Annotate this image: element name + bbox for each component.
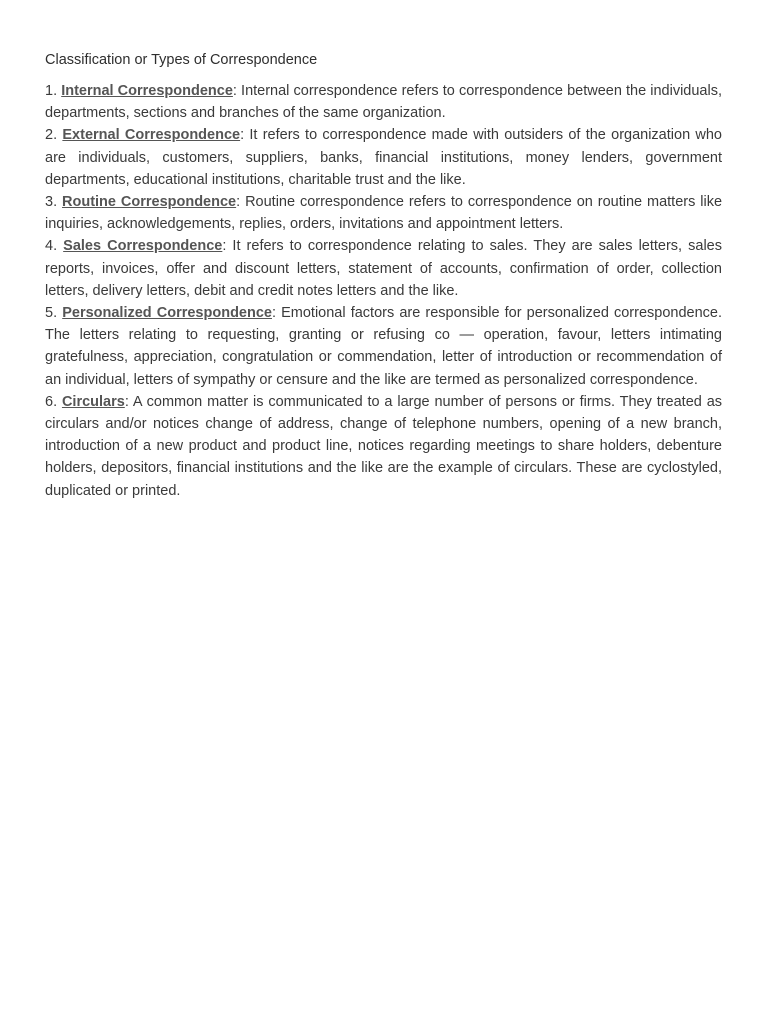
item-term: Personalized Correspondence xyxy=(62,305,272,322)
item-text: : Emotional factors are responsible for personalized correspondence. The letters relating to requesting, granting or refusing co — operation, favour, letters intimating gratefulness, appreciation, congratulation or commendation, letter of introduction or recommendation of an individual, letters of sympathy or censure and the like are termed as personalized correspondence. xyxy=(45,305,722,388)
item-text: : A common matter is communicated to a large number of persons or firms. They treated as circulars and/or notices change of address, change of telephone numbers, opening of a new branch, introduction of a new product and product line, notices regarding meetings to share holders, debenture holders, depositors, financial institutions and the like are the example of circulars. These are cyclostyled, duplicated or printed. xyxy=(45,393,723,499)
list-item-circulars xyxy=(45,391,722,502)
item-term: External Correspondence xyxy=(62,127,241,144)
item-number: 5. xyxy=(45,305,58,322)
item-number: 4. xyxy=(45,238,58,255)
item-number: 6. xyxy=(45,393,58,410)
list-item-personalized xyxy=(45,302,722,391)
item-text: : It refers to correspondence made with outsiders of the organization who are individuals, customers, suppliers, banks, financial institutions, money lenders, government departments, educational institutions, charitable trust and the like. xyxy=(45,127,722,188)
item-term: Sales Correspondence xyxy=(63,238,223,255)
item-term: Internal Correspondence xyxy=(61,83,233,99)
item-number: 1. xyxy=(45,83,58,99)
item-term: Circulars xyxy=(61,393,125,410)
item-text: : It refers to correspondence relating to sales. They are sales letters, sales reports, invoices, offer and discount letters, statement of accounts, confirmation of order, collection letters, delivery letters, debit and credit notes letters and the like. xyxy=(45,238,722,299)
document-title: Classification or Types of Correspondence xyxy=(45,52,318,68)
item-term: Routine Correspondence xyxy=(62,194,237,211)
list-item-sales xyxy=(45,235,722,302)
list-item-internal xyxy=(45,80,722,124)
list-item-external xyxy=(45,124,722,191)
document-page xyxy=(45,50,722,502)
item-number: 3. xyxy=(45,194,58,211)
item-text: : Internal correspondence refers to correspondence between the individuals, departments, sections and branches of the same organization. xyxy=(45,83,722,122)
list-item-routine xyxy=(45,191,722,235)
item-number: 2. xyxy=(45,127,58,144)
item-text: : Routine correspondence refers to correspondence on routine matters like inquiries, acknowledgements, replies, orders, invitations and appointment letters. xyxy=(45,194,723,233)
